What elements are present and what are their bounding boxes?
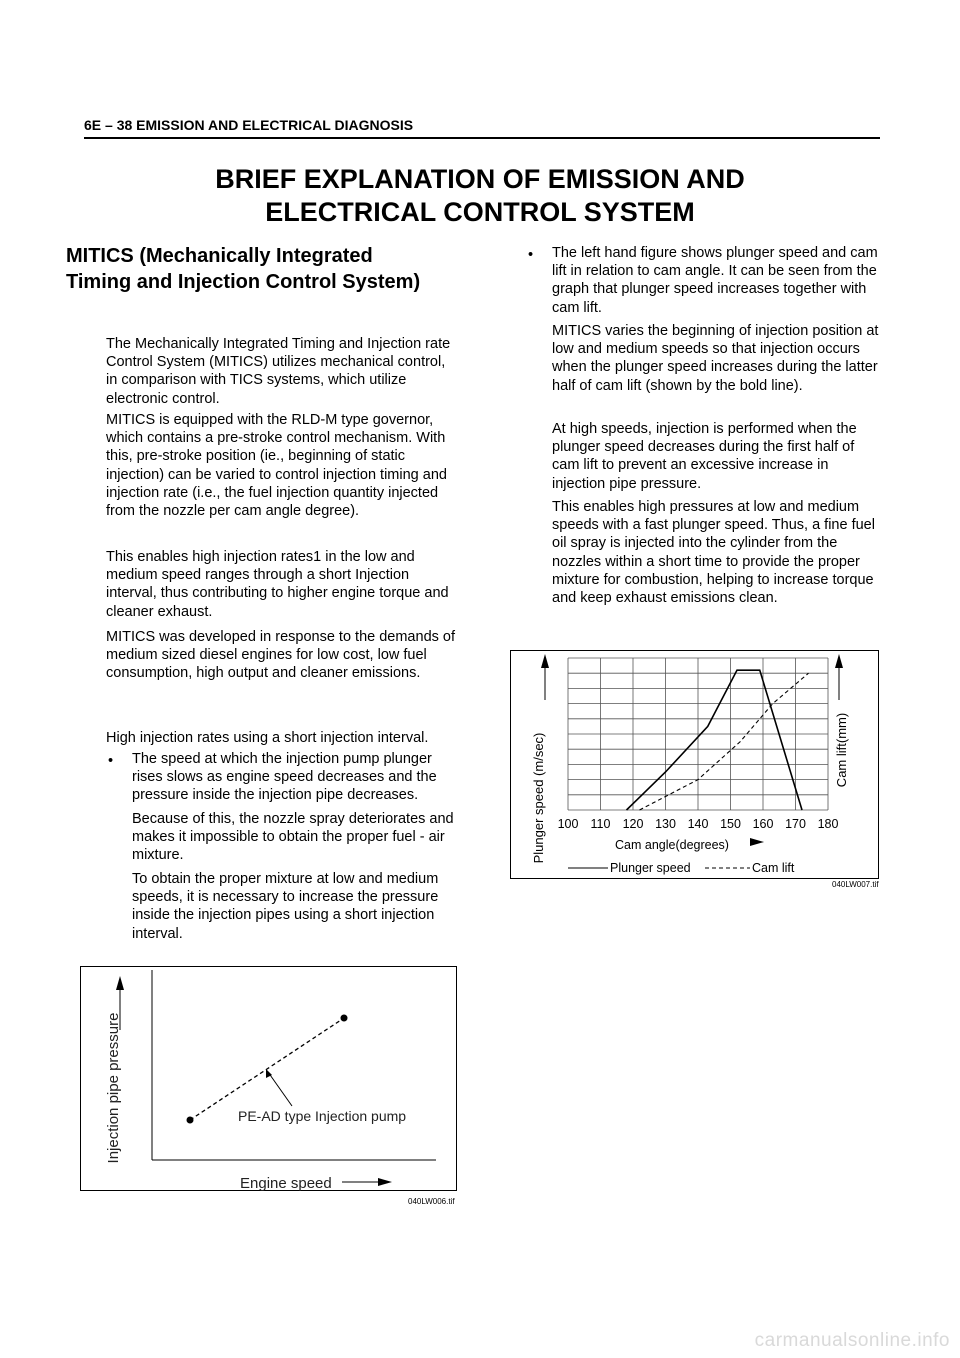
x-tick-label-5: 150 xyxy=(720,817,741,831)
chart2-frame xyxy=(81,967,457,1191)
cam-angle-chart xyxy=(510,650,880,880)
pressure-chart xyxy=(80,966,458,1192)
left-subheading: High injection rates using a short injection interval. xyxy=(106,730,429,746)
x-tick-label-7: 170 xyxy=(785,817,806,831)
left-bullet-symbol: • xyxy=(108,753,114,769)
x-tick-label-1: 110 xyxy=(590,817,611,831)
legend-plunger-label: Plunger speed xyxy=(610,861,691,875)
chart2-annotation: PE-AD type Injection pump xyxy=(238,1108,407,1124)
watermark: carmanualsonline.info xyxy=(754,1330,950,1351)
title-line-2: ELECTRICAL CONTROL SYSTEM xyxy=(265,197,695,227)
page-header: 6E – 38 EMISSION AND ELECTRICAL DIAGNOSIS xyxy=(84,117,414,133)
y-axis-label-left: Plunger speed (m/sec) xyxy=(531,732,546,864)
y-axis-label-right: Cam lift(mm) xyxy=(834,712,849,788)
x-tick-label-8: 180 xyxy=(817,817,839,831)
page-title xyxy=(80,163,880,229)
title-line-1: BRIEF EXPLANATION OF EMISSION AND xyxy=(215,164,745,194)
left-bullet-paragraph-3: To obtain the proper mixture at low and medium speeds, it is necessary to increase the pressure inside the injection pipes using a short injection interval. xyxy=(132,871,439,942)
section-heading: MITICS (Mechanically Integrated Timing and Injection Control System) xyxy=(66,245,421,293)
right-paragraph-4: This enables high pressures at low and medium speeds with a fast plunger speed. Thus, a fine fuel oil spray is injected into the cylinder from the nozzles within a short time to provide the proper mixture for combustion, helping to increase torque and keep exhaust emissions clean. xyxy=(552,499,875,607)
right-bullet-symbol: • xyxy=(528,247,534,263)
left-bullet-paragraph-2: Because of this, the nozzle spray deteriorates and makes it impossible to obtain the proper fuel - air mixture. xyxy=(132,811,454,864)
x-tick-label-6: 160 xyxy=(752,817,774,831)
left-paragraph-2: MITICS is equipped with the RLD-M type governor, which contains a pre-stroke control mechanism. With this, pre-stroke position (ie., beginning of static injection) can be varied to control injection timing and injection rate (i.e., the fuel injection quantity injected from the nozzle per cam angle degree). xyxy=(106,412,447,520)
left-bullet-paragraph-1: The speed at which the injection pump plunger rises slows as engine speed decreases and the pressure inside the injection pipe decreases. xyxy=(132,751,437,804)
legend-camlift-label: Cam lift xyxy=(752,861,795,875)
chart2-y-label: Injection pipe pressure xyxy=(105,1012,122,1164)
chart2-x-label: Engine speed xyxy=(240,1175,332,1192)
x-tick-label-0: 100 xyxy=(557,817,579,831)
left-paragraph-3: This enables high injection rates1 in the low and medium speed ranges through a short Injection interval, thus contributing to higher engine torque and cleaner exhaust. xyxy=(106,549,449,620)
x-tick-label-4: 140 xyxy=(687,817,709,831)
right-paragraph-3: At high speeds, injection is performed when the plunger speed decreases during the first half of cam lift to prevent an excessive increase in injection pipe pressure. xyxy=(552,421,857,492)
x-tick-label-3: 130 xyxy=(655,817,676,831)
x-tick-label-2: 120 xyxy=(622,817,644,831)
right-paragraph-2: MITICS varies the beginning of injection position at low and medium speeds so that injection occurs when the plunger speed increases during the latter half of cam lift (shown by the bold line). xyxy=(552,323,879,394)
header-rule xyxy=(84,137,880,139)
figure-caption-2: 040LW006.tif xyxy=(408,1197,455,1206)
x-axis-label: Cam angle(degrees) xyxy=(615,838,729,852)
chart2-point-1 xyxy=(341,1015,348,1022)
left-paragraph-4: MITICS was developed in response to the demands of medium sized diesel engines for low cost, low fuel consumption, high output and cleaner emissions. xyxy=(106,629,455,682)
right-paragraph-1: The left hand figure shows plunger speed and cam lift in relation to cam angle. It can be seen from the graph that plunger speed increases together with cam lift. xyxy=(552,245,878,316)
chart2-point-0 xyxy=(187,1117,194,1124)
left-paragraph-1: The Mechanically Integrated Timing and Injection rate Control System (MITICS) utilizes mechanical control, in comparison with TICS systems, which utilize electronic control. xyxy=(106,336,451,407)
figure-caption-1: 040LW007.tif xyxy=(832,880,879,889)
